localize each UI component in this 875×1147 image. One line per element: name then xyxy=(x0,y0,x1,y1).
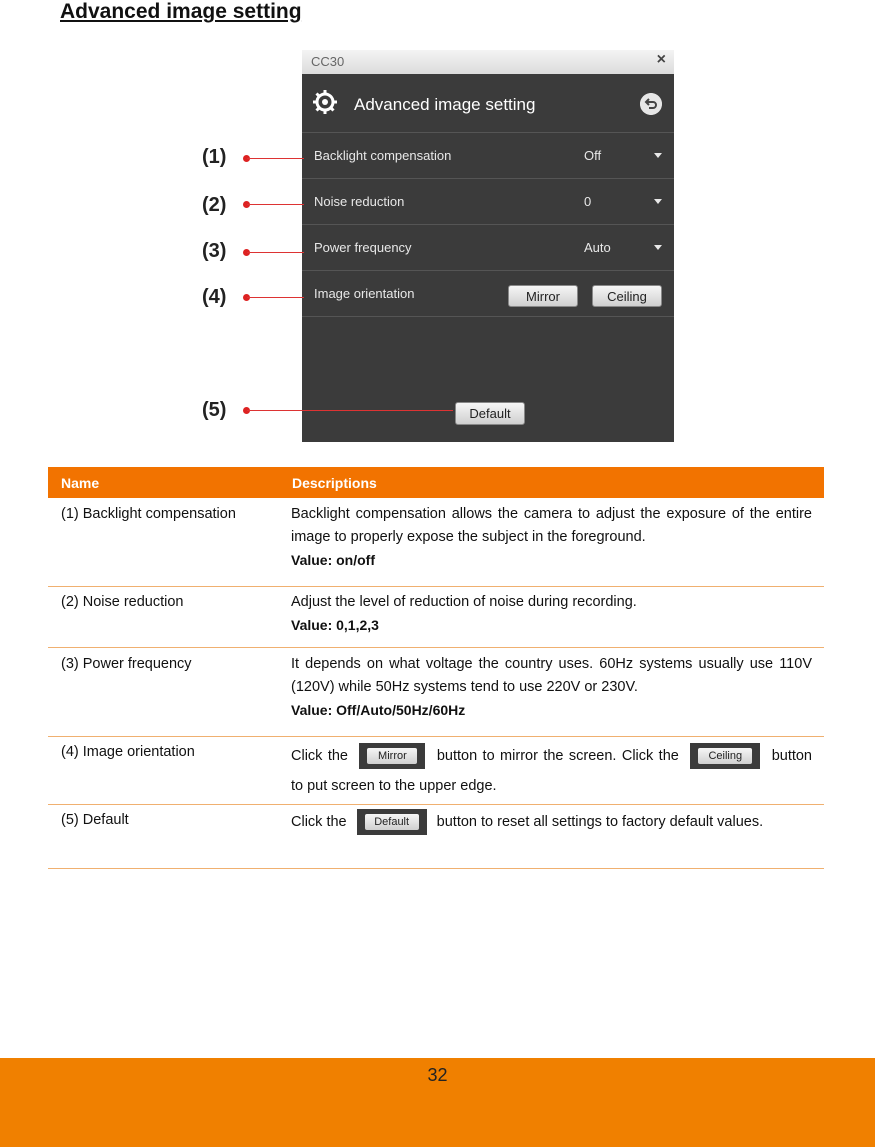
leader-line xyxy=(247,204,304,205)
callout-3: (3) xyxy=(202,240,227,262)
desc-text: It depends on what voltage the country uses. 60Hz systems usually use 110V (120V) while 50Hz systems tend to use 220V or 230V. xyxy=(291,656,812,695)
table-row xyxy=(48,805,824,869)
row-name: (3) Power frequency xyxy=(61,656,192,672)
row-name: (5) Default xyxy=(61,812,129,828)
orientation-label: Image orientation xyxy=(314,286,415,301)
row-description xyxy=(291,809,812,836)
row-name: (2) Noise reduction xyxy=(61,594,184,610)
row-description xyxy=(291,741,812,801)
settings-panel-screenshot xyxy=(302,50,674,442)
desc-text: Adjust the level of reduction of noise during recording. xyxy=(291,594,637,610)
power-select[interactable]: Auto xyxy=(584,240,611,255)
backlight-row xyxy=(302,133,674,179)
callout-4: (4) xyxy=(202,286,227,308)
desc-text: Backlight compensation allows the camera to adjust the exposure of the entire image to properly expose the subject in the foreground. xyxy=(291,506,812,545)
table-row xyxy=(48,498,824,587)
table-row xyxy=(48,587,824,648)
mirror-label: Mirror xyxy=(367,748,417,764)
ceiling-label: Ceiling xyxy=(698,748,752,764)
chevron-down-icon[interactable] xyxy=(654,153,662,158)
back-icon[interactable] xyxy=(640,93,662,115)
orientation-row xyxy=(302,271,674,317)
chevron-down-icon[interactable] xyxy=(654,245,662,250)
gear-icon xyxy=(312,89,338,115)
panel-header-title: Advanced image setting xyxy=(354,95,536,114)
header-descriptions: Descriptions xyxy=(292,475,377,491)
row-name: (1) Backlight compensation xyxy=(61,506,236,522)
callout-1: (1) xyxy=(202,146,227,168)
row-name: (4) Image orientation xyxy=(61,744,195,760)
table-row xyxy=(48,737,824,805)
table-header xyxy=(48,467,824,498)
backlight-label: Backlight compensation xyxy=(314,148,452,163)
desc-text: button to mirror the screen. Click the xyxy=(436,748,679,764)
window-titlebar xyxy=(302,50,674,74)
app-name: CC30 xyxy=(311,54,345,69)
ceiling-button[interactable]: Ceiling xyxy=(592,285,662,307)
desc-value: Value: Off/Auto/50Hz/60Hz xyxy=(291,702,466,718)
default-button[interactable]: Default xyxy=(455,402,525,425)
backlight-select[interactable]: Off xyxy=(584,148,602,163)
desc-value: Value: 0,1,2,3 xyxy=(291,617,379,633)
chevron-down-icon[interactable] xyxy=(654,199,662,204)
desc-text: button to put screen to the upper edge. xyxy=(291,748,813,794)
desc-value: Value: on/off xyxy=(291,552,375,568)
noise-row xyxy=(302,179,674,225)
leader-line xyxy=(247,297,304,298)
callout-2: (2) xyxy=(202,194,227,216)
page-footer xyxy=(0,1058,875,1147)
panel-header xyxy=(302,74,674,133)
desc-text: Click the xyxy=(291,814,347,830)
mirror-button[interactable]: Mirror xyxy=(508,285,578,307)
page-number: 32 xyxy=(427,1065,448,1085)
default-label: Default xyxy=(365,814,419,830)
ceiling-button-image xyxy=(690,743,760,769)
header-name: Name xyxy=(61,475,100,491)
power-row xyxy=(302,225,674,271)
desc-text: Click the xyxy=(291,748,348,764)
row-description xyxy=(291,591,812,637)
callout-5: (5) xyxy=(202,399,227,421)
desc-text: button to reset all settings to factory default values. xyxy=(436,814,764,830)
mirror-button-image xyxy=(359,743,425,769)
page-title: Advanced image setting xyxy=(60,0,302,23)
table-row xyxy=(48,648,824,737)
close-icon[interactable]: × xyxy=(656,51,666,68)
leader-line xyxy=(247,158,304,159)
leader-line xyxy=(247,252,304,253)
row-description xyxy=(291,653,812,722)
power-label: Power frequency xyxy=(314,240,412,255)
leader-line xyxy=(247,410,453,411)
default-button-image xyxy=(357,809,427,835)
row-description xyxy=(291,503,812,572)
noise-select[interactable]: 0 xyxy=(584,194,592,209)
noise-label: Noise reduction xyxy=(314,194,405,209)
